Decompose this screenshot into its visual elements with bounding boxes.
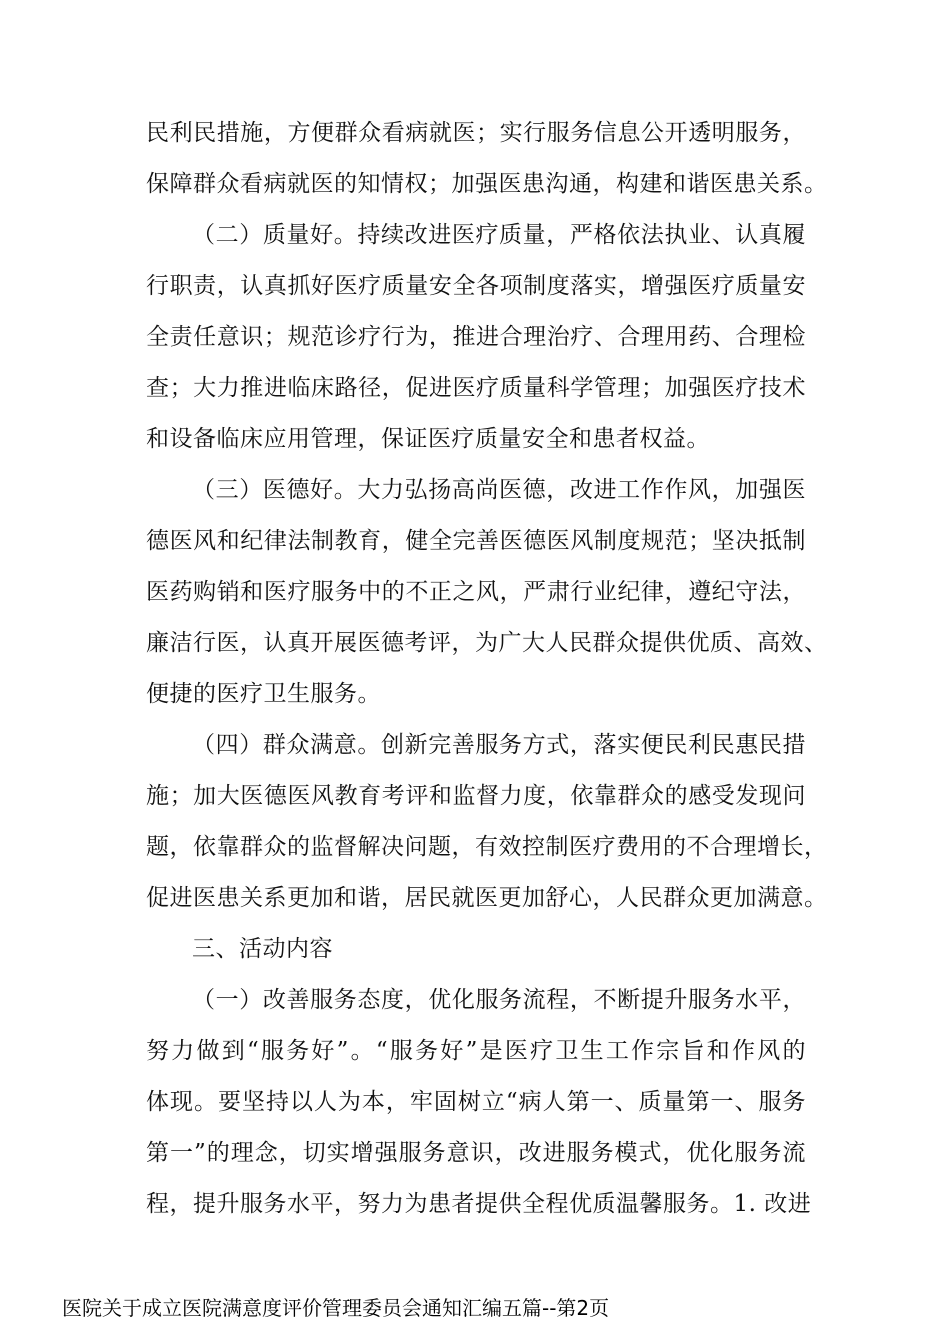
section-heading-line: （四）群众满意。创新完善服务方式，落实便民利民惠民措 — [192, 732, 806, 758]
section-heading-line: （三）医德好。大力弘扬高尚医德，改进工作作风，加强医 — [192, 477, 806, 503]
body-text-line: 廉洁行医，认真开展医德考评，为广大人民群众提供优质、高效、 — [146, 630, 828, 656]
body-text-line: 民利民措施，方便群众看病就医；实行服务信息公开透明服务， — [146, 120, 806, 146]
section-heading-line: （一）改善服务态度，优化服务流程，不断提升服务水平， — [192, 987, 806, 1013]
body-text-line: 题，依靠群众的监督解决问题，有效控制医疗费用的不合理增长， — [146, 834, 828, 860]
body-text-line: 查；大力推进临床路径，促进医疗质量科学管理；加强医疗技术 — [146, 375, 806, 401]
body-text-line: 促进医患关系更加和谐，居民就医更加舒心，人民群众更加满意。 — [146, 885, 828, 911]
chapter-heading: 三、活动内容 — [192, 936, 333, 962]
body-text-line: 第一”的理念，切实增强服务意识，改进服务模式，优化服务流 — [146, 1140, 806, 1166]
body-text-line: 和设备临床应用管理，保证医疗质量安全和患者权益。 — [146, 426, 710, 452]
body-text-line: 程，提升服务水平，努力为患者提供全程优质温馨服务。1. 改进 — [146, 1191, 812, 1217]
body-text-line: 行职责，认真抓好医疗质量安全各项制度落实，增强医疗质量安 — [146, 273, 806, 299]
body-text-line: 便捷的医疗卫生服务。 — [146, 681, 381, 707]
body-text-line: 全责任意识；规范诊疗行为，推进合理治疗、合理用药、合理检 — [146, 324, 806, 350]
body-text-line: 施；加大医德医风教育考评和监督力度，依靠群众的感受发现问 — [146, 783, 806, 809]
section-heading-line: （二）质量好。持续改进医疗质量，严格依法执业、认真履 — [192, 222, 806, 248]
body-text-line: 努力做到“服务好”。“服务好”是医疗卫生工作宗旨和作风的 — [146, 1038, 806, 1064]
body-text-line: 德医风和纪律法制教育，健全完善医德医风制度规范；坚决抵制 — [146, 528, 806, 554]
body-text-line: 保障群众看病就医的知情权；加强医患沟通，构建和谐医患关系。 — [146, 171, 828, 197]
body-text-line: 医药购销和医疗服务中的不正之风，严肃行业纪律，遵纪守法， — [146, 579, 806, 605]
body-text-line: 体现。要坚持以人为本，牢固树立“病人第一、质量第一、服务 — [146, 1089, 806, 1115]
page-footer: 医院关于成立医院满意度评价管理委员会通知汇编五篇--第2页 — [62, 1296, 610, 1320]
